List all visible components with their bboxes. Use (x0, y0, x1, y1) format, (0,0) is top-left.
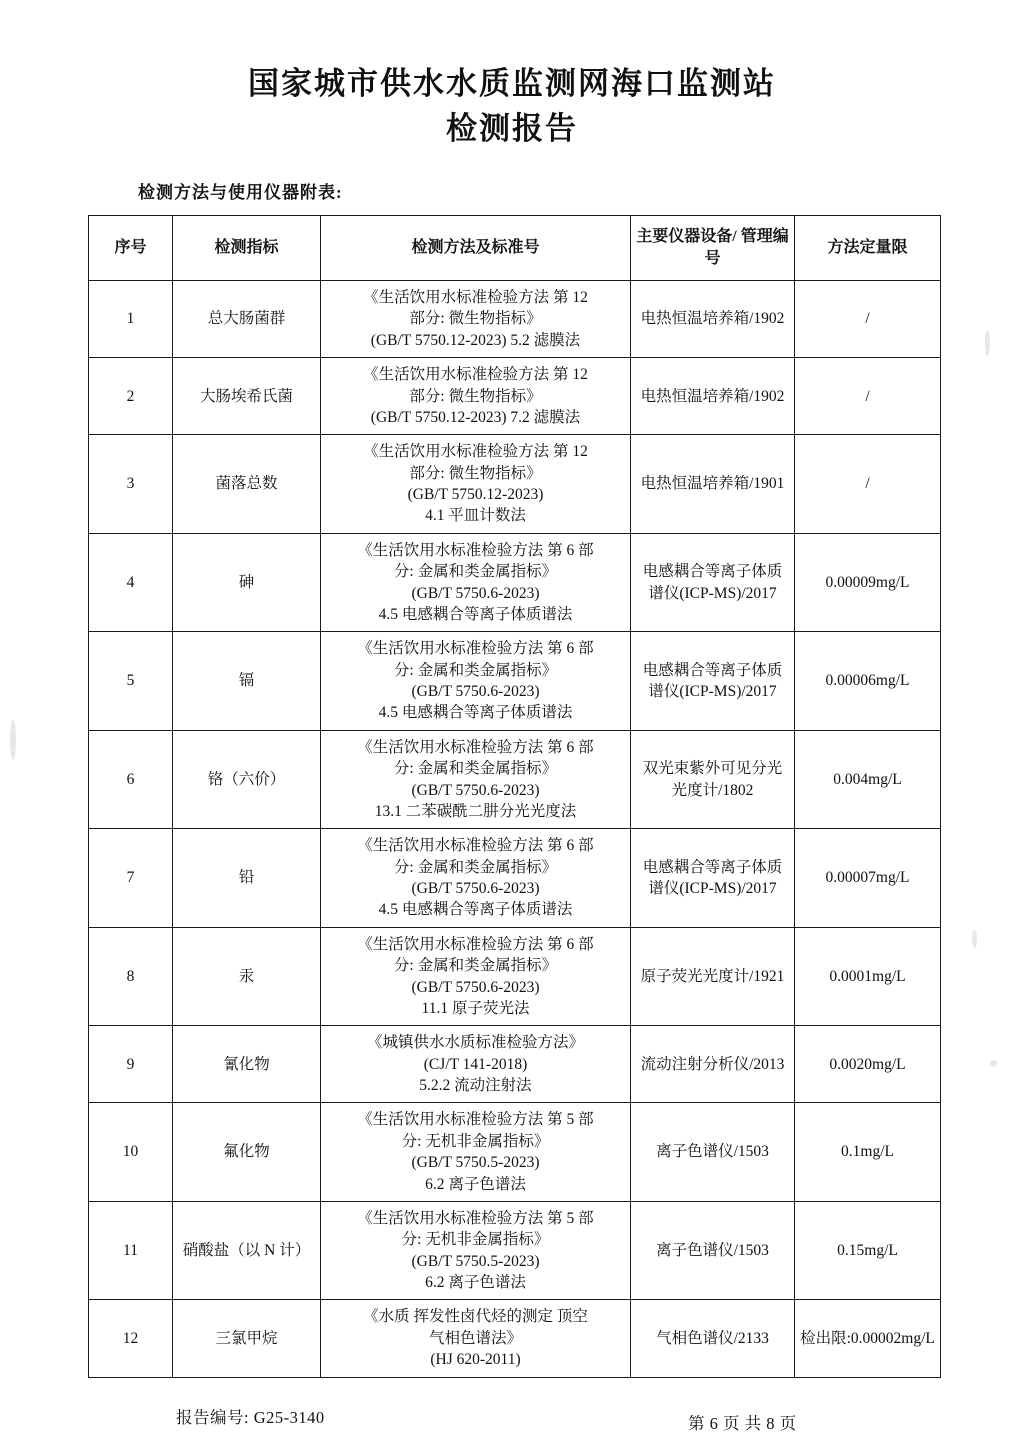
cell-no: 12 (89, 1300, 173, 1377)
table-caption: 检测方法与使用仪器附表: (138, 182, 343, 202)
column-header-device (631, 215, 795, 280)
cell-method: 《城镇供水水质标准检验方法》 (CJ/T 141-2018) 5.2.2 流动注射法 (321, 1026, 631, 1103)
cell-device: 流动注射分析仪/2013 (631, 1026, 795, 1103)
cell-limit: 0.0001mg/L (795, 927, 941, 1026)
cell-limit: 0.00009mg/L (795, 533, 941, 632)
cell-device: 电热恒温培养箱/1901 (631, 435, 795, 534)
cell-method: 《生活饮用水标准检验方法 第 12 部分: 微生物指标》 (GB/T 5750.12-2023) 7.2 滤膜法 (321, 358, 631, 435)
table-row (89, 435, 941, 534)
cell-item: 菌落总数 (173, 435, 321, 534)
cell-method: 《生活饮用水标准检验方法 第 5 部 分: 无机非金属指标》 (GB/T 5750.5-2023) 6.2 离子色谱法 (321, 1201, 631, 1300)
page-title-line-2: 检测报告 (446, 110, 578, 147)
column-header-no: 序号 (89, 215, 173, 280)
cell-method: 《生活饮用水标准检验方法 第 6 部 分: 金属和类金属指标》 (GB/T 5750.6-2023) 13.1 二苯碳酰二肼分光光度法 (321, 730, 631, 829)
page-footer (0, 1404, 1024, 1444)
cell-method: 《生活饮用水标准检验方法 第 12 部分: 微生物指标》 (GB/T 5750.12-2023) 5.2 滤膜法 (321, 281, 631, 358)
cell-device: 电热恒温培养箱/1902 (631, 358, 795, 435)
page-number: 第 6 页 共 8 页 (688, 1413, 797, 1433)
cell-no: 10 (89, 1103, 173, 1202)
cell-device: 电热恒温培养箱/1902 (631, 281, 795, 358)
table-row (89, 1103, 941, 1202)
cell-item: 铅 (173, 829, 321, 928)
table-row (89, 1026, 941, 1103)
scan-artifact (985, 330, 990, 356)
cell-no: 3 (89, 435, 173, 534)
cell-no: 4 (89, 533, 173, 632)
table-row (89, 1300, 941, 1377)
table-row (89, 730, 941, 829)
scan-artifact (10, 720, 16, 760)
cell-limit: 0.15mg/L (795, 1201, 941, 1300)
table-row (89, 281, 941, 358)
cell-limit: 0.1mg/L (795, 1103, 941, 1202)
cell-limit: / (795, 281, 941, 358)
document-title-block (0, 0, 1024, 152)
cell-no: 5 (89, 632, 173, 731)
cell-limit: / (795, 435, 941, 534)
cell-no: 11 (89, 1201, 173, 1300)
cell-item: 铬（六价） (173, 730, 321, 829)
cell-limit: 0.00007mg/L (795, 829, 941, 928)
cell-no: 2 (89, 358, 173, 435)
cell-item: 大肠埃希氏菌 (173, 358, 321, 435)
cell-method: 《生活饮用水标准检验方法 第 6 部 分: 金属和类金属指标》 (GB/T 5750.6-2023) 4.5 电感耦合等离子体质谱法 (321, 632, 631, 731)
cell-device: 双光束紫外可见分光光度计/1802 (631, 730, 795, 829)
cell-limit: 检出限:0.00002mg/L (795, 1300, 941, 1377)
cell-device: 离子色谱仪/1503 (631, 1103, 795, 1202)
cell-method: 《生活饮用水标准检验方法 第 6 部 分: 金属和类金属指标》 (GB/T 5750.6-2023) 4.5 电感耦合等离子体质谱法 (321, 829, 631, 928)
cell-device: 电感耦合等离子体质谱仪(ICP-MS)/2017 (631, 533, 795, 632)
table-row (89, 927, 941, 1026)
cell-limit: / (795, 358, 941, 435)
cell-method: 《生活饮用水标准检验方法 第 6 部 分: 金属和类金属指标》 (GB/T 5750.6-2023) 4.5 电感耦合等离子体质谱法 (321, 533, 631, 632)
cell-device: 离子色谱仪/1503 (631, 1201, 795, 1300)
cell-item: 三氯甲烷 (173, 1300, 321, 1377)
table-row (89, 358, 941, 435)
cell-item: 硝酸盐（以 N 计） (173, 1201, 321, 1300)
method-instrument-table (88, 215, 941, 1378)
cell-method: 《水质 挥发性卤代烃的测定 顶空 气相色谱法》 (HJ 620-2011) (321, 1300, 631, 1377)
cell-method: 《生活饮用水标准检验方法 第 6 部 分: 金属和类金属指标》 (GB/T 5750.6-2023) 11.1 原子荧光法 (321, 927, 631, 1026)
report-number: 报告编号: G25-3140 (176, 1407, 325, 1427)
cell-item: 砷 (173, 533, 321, 632)
cell-device: 气相色谱仪/2133 (631, 1300, 795, 1377)
table-body (89, 281, 941, 1378)
table-row (89, 533, 941, 632)
table-header-row (89, 215, 941, 280)
cell-device: 电感耦合等离子体质谱仪(ICP-MS)/2017 (631, 632, 795, 731)
cell-item: 氰化物 (173, 1026, 321, 1103)
cell-no: 6 (89, 730, 173, 829)
scan-artifact (972, 930, 977, 948)
cell-no: 7 (89, 829, 173, 928)
cell-no: 9 (89, 1026, 173, 1103)
cell-item: 氟化物 (173, 1103, 321, 1202)
cell-no: 1 (89, 281, 173, 358)
cell-item: 汞 (173, 927, 321, 1026)
column-header-device-line1: 主要仪器设备/ (636, 227, 737, 245)
cell-no: 8 (89, 927, 173, 1026)
cell-device: 原子荧光光度计/1921 (631, 927, 795, 1026)
cell-method: 《生活饮用水标准检验方法 第 12 部分: 微生物指标》 (GB/T 5750.12-2023) 4.1 平皿计数法 (321, 435, 631, 534)
page-title-line-1: 国家城市供水水质监测网海口监测站 (248, 66, 776, 102)
cell-limit: 0.004mg/L (795, 730, 941, 829)
cell-method: 《生活饮用水标准检验方法 第 5 部 分: 无机非金属指标》 (GB/T 5750.5-2023) 6.2 离子色谱法 (321, 1103, 631, 1202)
table-row (89, 1201, 941, 1300)
cell-limit: 0.0020mg/L (795, 1026, 941, 1103)
cell-limit: 0.00006mg/L (795, 632, 941, 731)
cell-item: 镉 (173, 632, 321, 731)
column-header-device-line2: 管理编号 (704, 227, 789, 267)
column-header-item: 检测指标 (173, 215, 321, 280)
column-header-limit: 方法定量限 (795, 215, 941, 280)
cell-device: 电感耦合等离子体质谱仪(ICP-MS)/2017 (631, 829, 795, 928)
table-row (89, 632, 941, 731)
scan-artifact (990, 1060, 997, 1067)
cell-item: 总大肠菌群 (173, 281, 321, 358)
column-header-method: 检测方法及标准号 (321, 215, 631, 280)
table-row (89, 829, 941, 928)
